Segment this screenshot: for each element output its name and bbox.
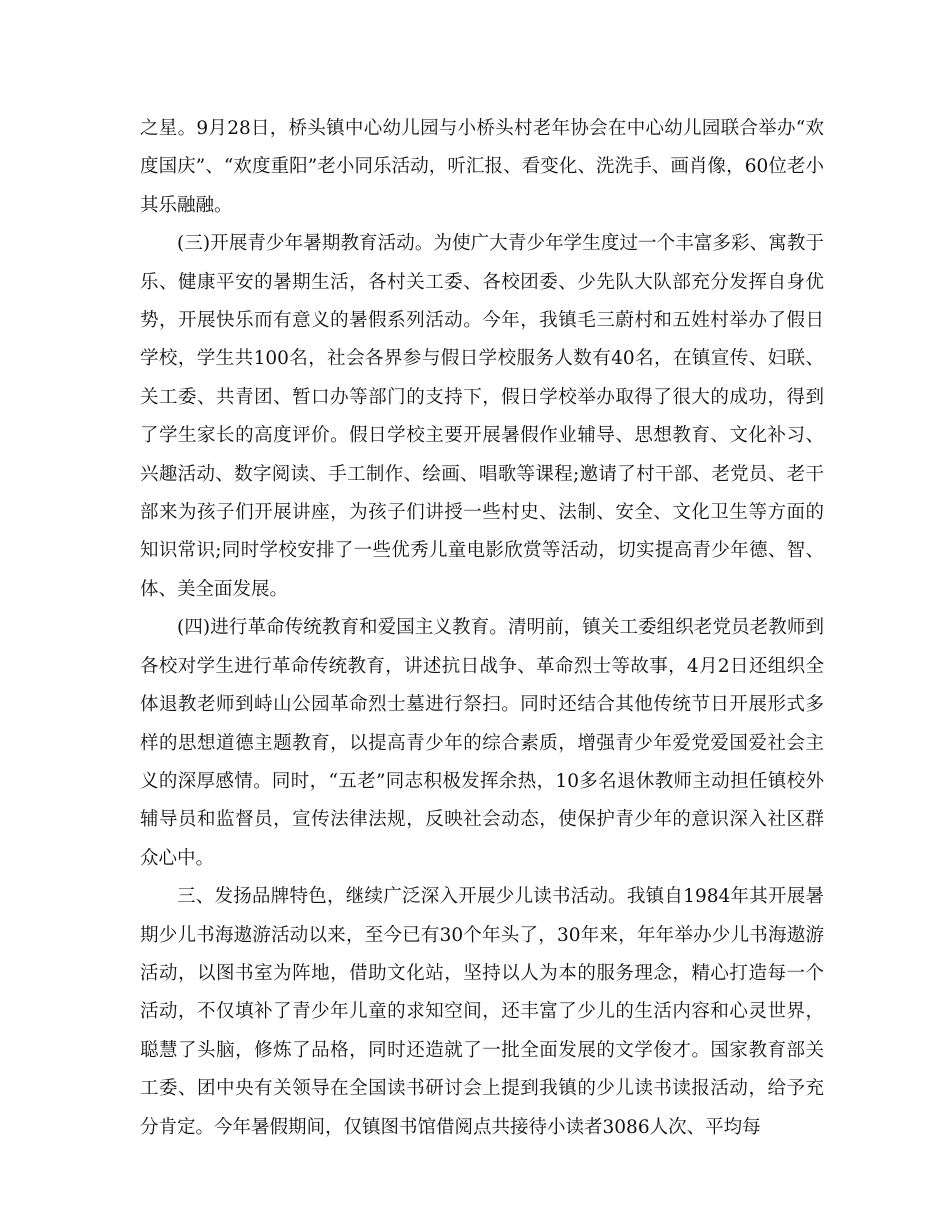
document-page	[140, 110, 824, 1147]
paragraph-summer-education: (三)开展青少年暑期教育活动。为使广大青少年学生度过一个丰富多彩、寓教于乐、健康平安的暑期生活，各村关工委、各校团委、少先队大队部充分发挥自身优势，开展快乐而有意义的暑假系列活动。今年，我镇毛三蔚村和五姓村举办了假日学校，学生共100名，社会各界参与假日学校服务人数有40名，在镇宣传、妇联、关工委、共青团、暂口办等部门的支持下，假日学校举办取得了很大的成功，得到了学生家长的高度评价。假日学校主要开展暑假作业辅导、思想教育、文化补习、兴趣活动、数字阅读、手工制作、绘画、唱歌等课程;邀请了村干部、老党员、老干部来为孩子们开展讲座，为孩子们讲授一些村史、法制、安全、文化卫生等方面的知识常识;同时学校安排了一些优秀儿童电影欣赏等活动，切实提高青少年德、智、体、美全面发展。	[140, 233, 824, 600]
paragraph-revolutionary-education: (四)进行革命传统教育和爱国主义教育。清明前，镇关工委组织老党员老教师到各校对学生进行革命传统教育，讲述抗日战争、革命烈士等故事，4月2日还组织全体退教老师到峙山公园革命烈士墓进行祭扫。同时还结合其他传统节日开展形式多样的思想道德主题教育，以提高青少年的综合素质，增强青少年爱党爱国爱社会主义的深厚感情。同时，“五老”同志积极发挥余热，10多名退休教师主动担任镇校外辅导员和监督员，宣传法律法规，反映社会动态，使保护青少年的意识深入社区群众心中。	[140, 617, 824, 869]
paragraph-reading-activity: 三、发扬品牌特色，继续广泛深入开展少儿读书活动。我镇自1984年其开展暑期少儿书海遨游活动以来，至今已有30个年头了，30年来，年年举办少儿书海遨游活动，以图书室为阵地，借助文化站，坚持以人为本的服务理念，精心打造每一个活动，不仅填补了青少年儿童的求知空间，还丰富了少儿的生活内容和心灵世界，聪慧了头脑，修炼了品格，同时还造就了一批全面发展的文学俊才。国家教育部关工委、团中央有关领导在全国读书研讨会上提到我镇的少儿读书读报活动，给予充分肯定。今年暑假期间，仅镇图书馆借阅点共接待小读者3086人次、平均每	[140, 886, 824, 1138]
paragraph-continuation: 之星。9月28日，桥头镇中心幼儿园与小桥头村老年协会在中心幼儿园联合举办“欢度国庆”、“欢度重阳”老小同乐活动，听汇报、看变化、洗洗手、画肖像，60位老小其乐融融。	[140, 118, 824, 216]
